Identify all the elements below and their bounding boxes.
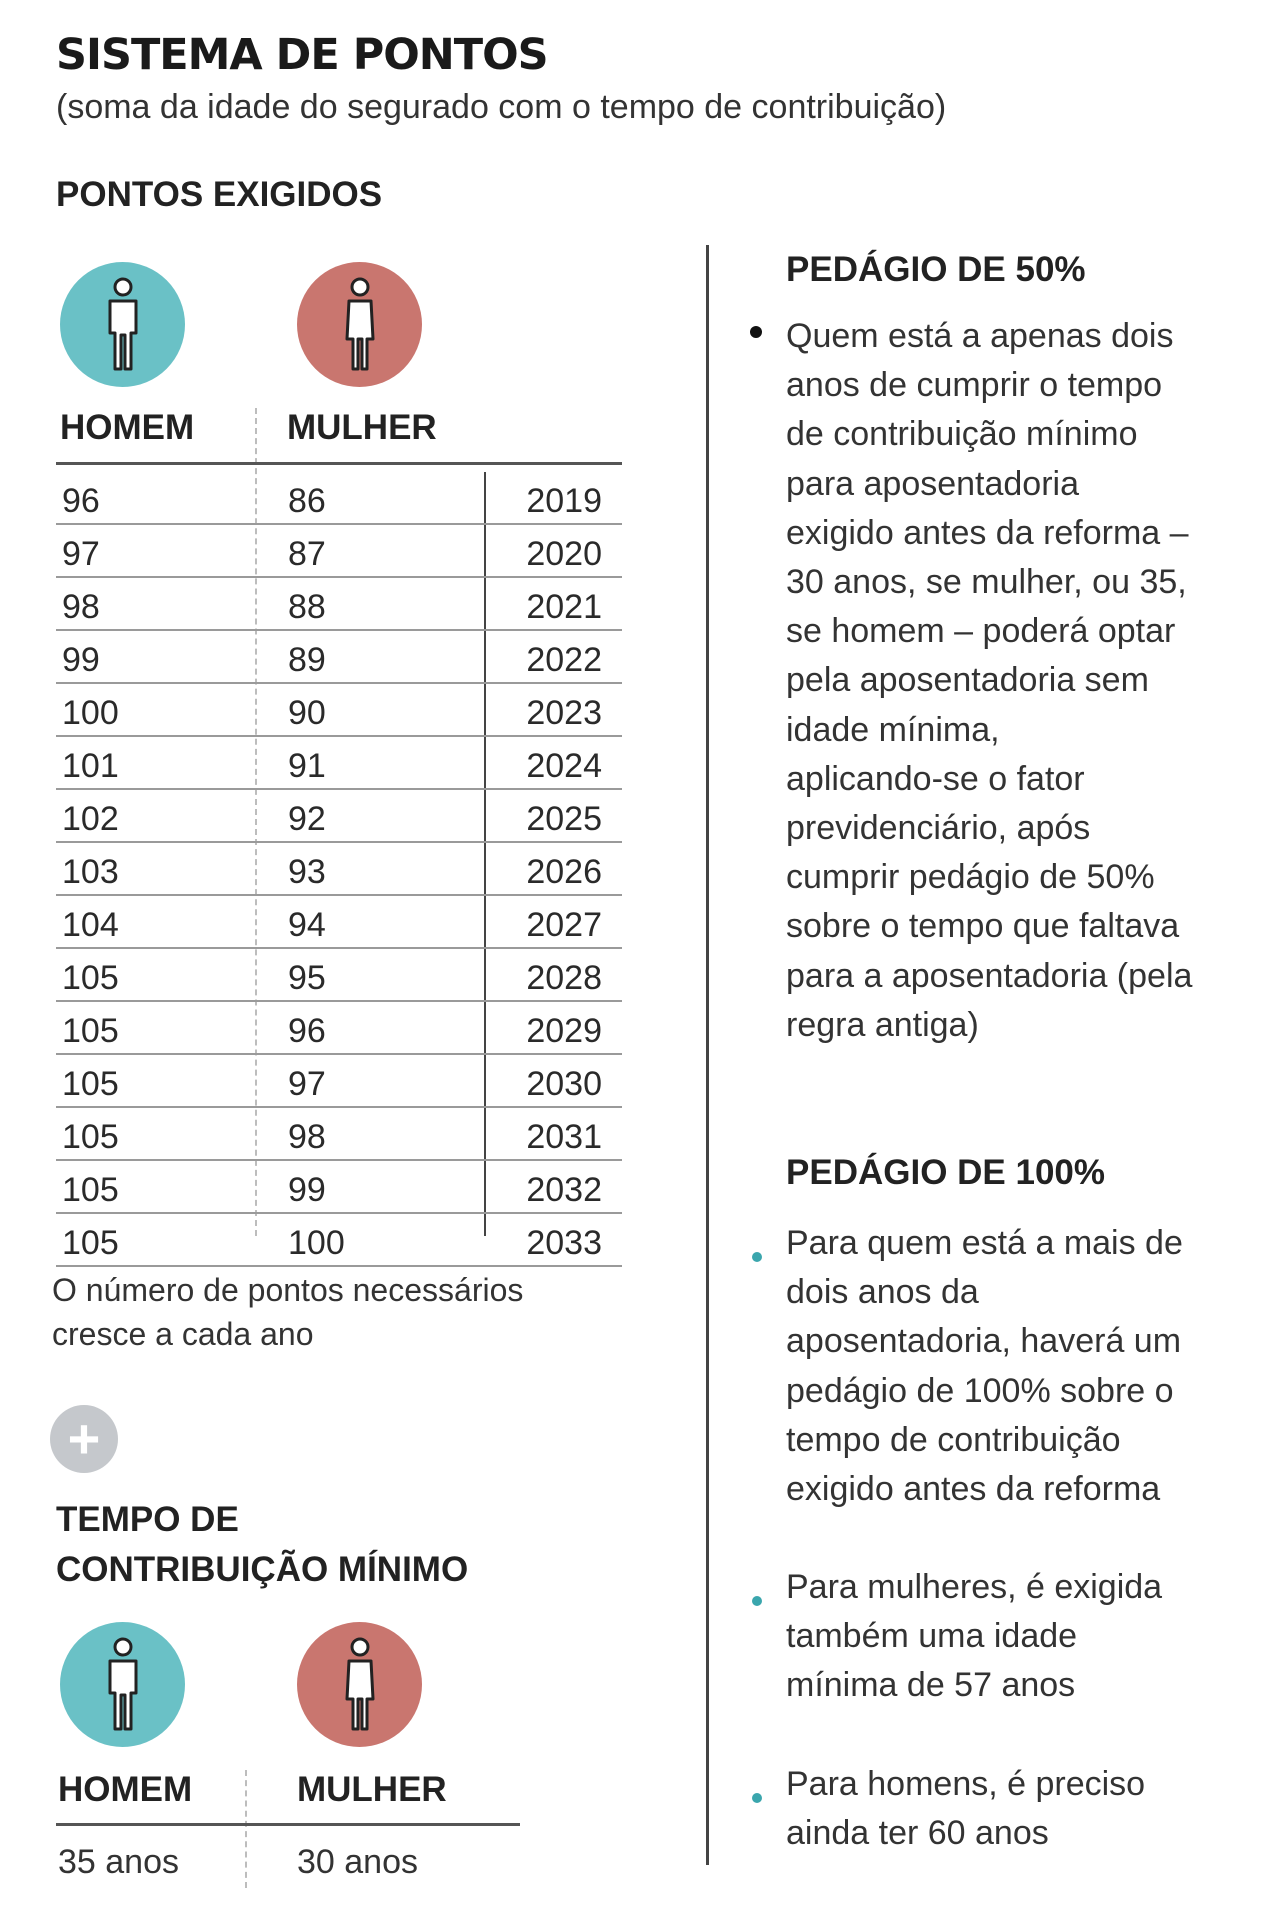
year: 2022 (526, 641, 602, 679)
homem-points: 105 (62, 1224, 119, 1262)
text-line: cumprir pedágio de 50% (786, 858, 1155, 897)
text-line: se homem – poderá optar (786, 612, 1176, 651)
table-row (56, 684, 622, 737)
mulher-points: 93 (288, 853, 326, 891)
homem-points: 100 (62, 694, 119, 732)
woman-avatar (297, 1622, 422, 1747)
homem-points: 105 (62, 1065, 119, 1103)
bullet-teal (752, 1252, 762, 1262)
text-line: tempo de contribuição (786, 1420, 1121, 1459)
homem-points: 105 (62, 1012, 119, 1050)
table-row (56, 949, 622, 1002)
tempo-heading-line1: TEMPO DE (56, 1500, 239, 1539)
year: 2031 (526, 1118, 602, 1156)
table-row (56, 737, 622, 790)
year: 2025 (526, 800, 602, 838)
mulher-points: 99 (288, 1171, 326, 1209)
table-row (56, 896, 622, 949)
text-line: pedágio de 100% sobre o (786, 1371, 1174, 1410)
text-line: Quem está a apenas dois (786, 317, 1174, 355)
table-row (56, 525, 622, 578)
woman-icon (335, 1635, 385, 1735)
mulher-points: 86 (288, 482, 326, 520)
pedagio100-bullet-1 (786, 1219, 1246, 1514)
homem-points: 105 (62, 959, 119, 997)
pedagio50-heading: PEDÁGIO DE 50% (786, 250, 1086, 289)
text-line: pela aposentadoria sem (786, 661, 1149, 700)
mulher-points: 92 (288, 800, 326, 838)
pontos-heading: PONTOS EXIGIDOS (56, 175, 383, 214)
page-title: SISTEMA DE PONTOS (56, 30, 548, 80)
man-icon (98, 1635, 148, 1735)
text-line: para aposentadoria (786, 464, 1080, 503)
text-line: idade mínima, (786, 710, 1000, 749)
text-line: Para quem está a mais de (786, 1224, 1183, 1262)
table-row (56, 1214, 622, 1267)
year: 2033 (526, 1224, 602, 1262)
table-row (56, 790, 622, 843)
table-row (56, 843, 622, 896)
text-line: previdenciário, após (786, 809, 1091, 848)
mulher-points: 95 (288, 959, 326, 997)
plus-icon: + (50, 1405, 118, 1473)
man-icon (98, 275, 148, 375)
text-line: Para mulheres, é exigida (786, 1568, 1163, 1606)
pontos-table (56, 472, 622, 1267)
table-row (56, 1161, 622, 1214)
mulher-points: 91 (288, 747, 326, 785)
homem-points: 96 (62, 482, 100, 520)
year: 2032 (526, 1171, 602, 1209)
text-line: mínima de 57 anos (786, 1666, 1076, 1705)
year: 2021 (526, 588, 602, 626)
text-line: também uma idade (786, 1617, 1078, 1656)
pontos-col-mulher: MULHER (287, 408, 437, 447)
tempo-col-mulher: MULHER (297, 1770, 447, 1809)
tempo-homem-value: 35 anos (58, 1843, 179, 1881)
pedagio100-bullet-3 (786, 1760, 1246, 1858)
homem-points: 103 (62, 853, 119, 891)
woman-avatar (297, 262, 422, 387)
text-line: exigido antes da reforma (786, 1470, 1161, 1509)
text-line: dois anos da (786, 1273, 979, 1312)
tempo-column-divider (245, 1770, 247, 1888)
text-line: 30 anos, se mulher, ou 35, (786, 563, 1187, 602)
text-line: aposentadoria, haverá um (786, 1322, 1182, 1361)
tempo-col-homem: HOMEM (58, 1770, 193, 1809)
year: 2023 (526, 694, 602, 732)
text-line: sobre o tempo que faltava (786, 907, 1180, 946)
text-line: de contribuição mínimo (786, 415, 1138, 454)
mulher-points: 88 (288, 588, 326, 626)
mulher-points: 90 (288, 694, 326, 732)
mulher-points: 89 (288, 641, 326, 679)
table-row (56, 578, 622, 631)
pontos-note-line: O número de pontos necessários (52, 1272, 524, 1308)
text-line: regra antiga) (786, 1005, 979, 1044)
pontos-note (52, 1268, 612, 1356)
year: 2027 (526, 906, 602, 944)
man-avatar (60, 262, 185, 387)
year: 2029 (526, 1012, 602, 1050)
homem-points: 99 (62, 641, 100, 679)
pontos-col-homem: HOMEM (60, 408, 195, 447)
table-row (56, 472, 622, 525)
mulher-points: 96 (288, 1012, 326, 1050)
text-line: ainda ter 60 anos (786, 1814, 1049, 1853)
pontos-note-line: cresce a cada ano (52, 1316, 314, 1352)
mulher-points: 94 (288, 906, 326, 944)
bullet-teal (752, 1596, 762, 1606)
year: 2026 (526, 853, 602, 891)
year: 2030 (526, 1065, 602, 1103)
woman-icon (335, 275, 385, 375)
table-row (56, 1002, 622, 1055)
text-line: Para homens, é preciso (786, 1765, 1146, 1803)
table-row (56, 631, 622, 684)
year: 2020 (526, 535, 602, 573)
mulher-points: 97 (288, 1065, 326, 1103)
pedagio100-heading: PEDÁGIO DE 100% (786, 1153, 1105, 1192)
text-line: exigido antes da reforma – (786, 513, 1189, 552)
column-separator (706, 245, 709, 1865)
year: 2024 (526, 747, 602, 785)
pedagio50-text (786, 312, 1246, 1050)
bullet-teal (752, 1793, 762, 1803)
year: 2028 (526, 959, 602, 997)
text-line: aplicando-se o fator (786, 759, 1085, 798)
page-subtitle: (soma da idade do segurado com o tempo de contribuição) (56, 88, 947, 126)
mulher-points: 98 (288, 1118, 326, 1156)
table-row (56, 1055, 622, 1108)
table-row (56, 1108, 622, 1161)
tempo-mulher-value: 30 anos (297, 1843, 418, 1881)
pontos-header-rule (56, 462, 622, 465)
man-avatar (60, 1622, 185, 1747)
homem-points: 98 (62, 588, 100, 626)
mulher-points: 100 (288, 1224, 345, 1262)
homem-points: 105 (62, 1118, 119, 1156)
bullet-dark (750, 326, 762, 338)
year: 2019 (526, 482, 602, 520)
tempo-header-rule (56, 1823, 520, 1826)
homem-points: 105 (62, 1171, 119, 1209)
text-line: para a aposentadoria (pela (786, 956, 1193, 995)
tempo-heading-line2: CONTRIBUIÇÃO MÍNIMO (56, 1550, 469, 1589)
text-line: anos de cumprir o tempo (786, 366, 1163, 405)
homem-points: 97 (62, 535, 100, 573)
homem-points: 104 (62, 906, 119, 944)
pedagio100-bullet-2 (786, 1563, 1246, 1711)
homem-points: 102 (62, 800, 119, 838)
homem-points: 101 (62, 747, 119, 785)
mulher-points: 87 (288, 535, 326, 573)
